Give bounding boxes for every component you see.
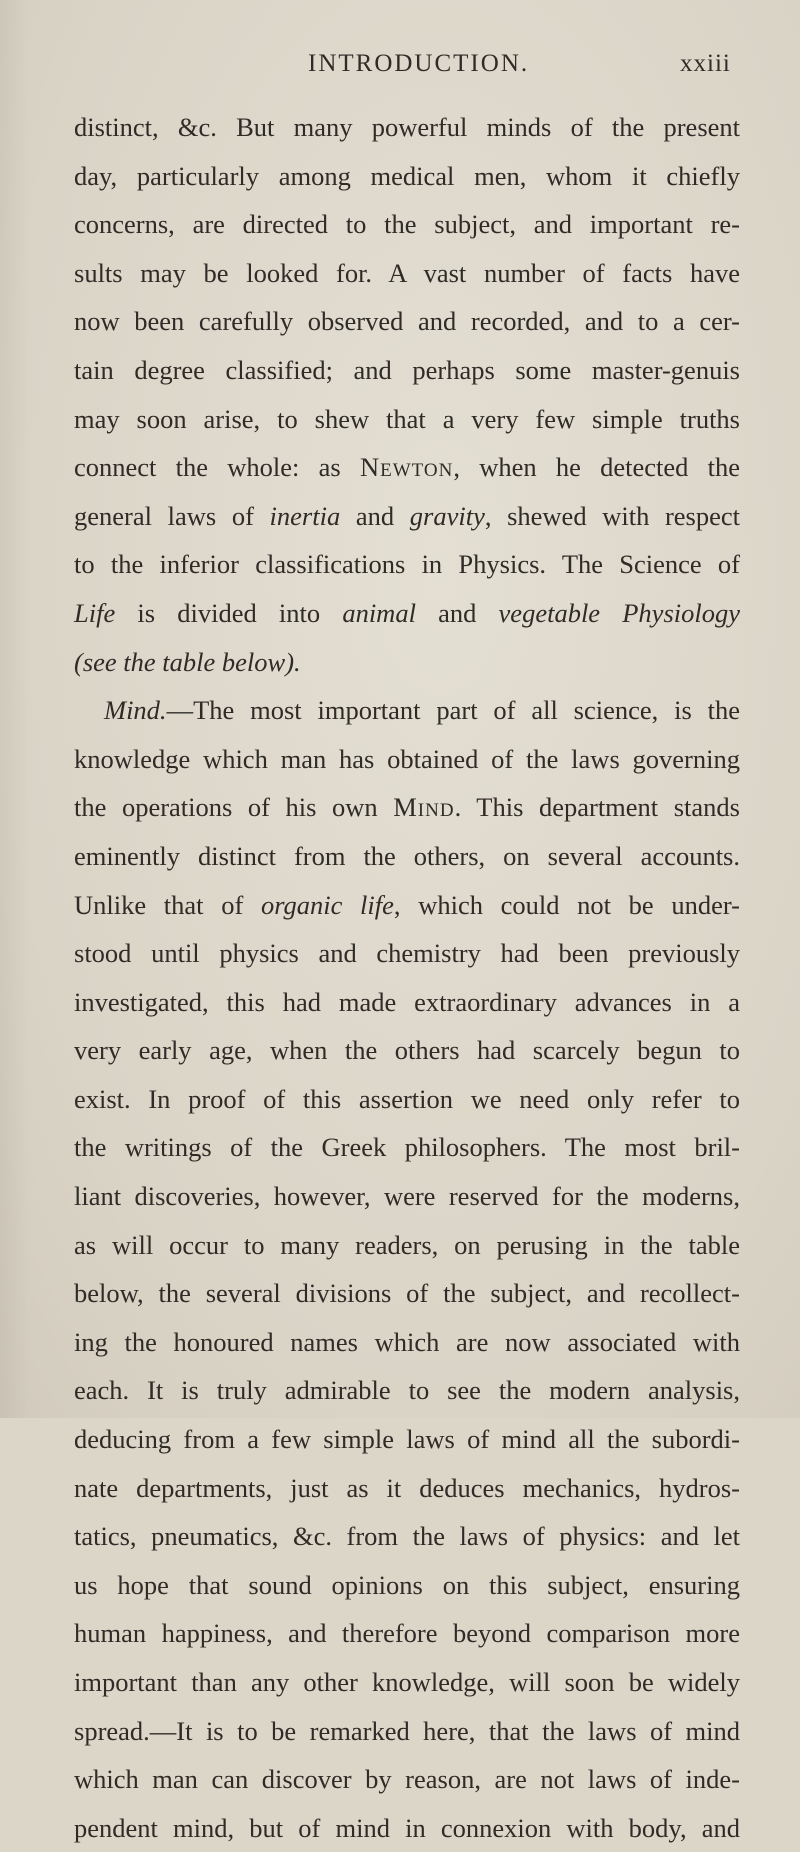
text-line: liant discoveries, however, were reserved for the moderns,	[74, 1181, 740, 1212]
running-head	[0, 47, 800, 81]
text-line: tatics, pneumatics, &c. from the laws of physics: and let	[74, 1521, 740, 1552]
text-line: sults may be looked for. A vast number of facts have	[74, 257, 740, 288]
text-line: below, the several divisions of the subject, and recollect-	[74, 1278, 740, 1309]
body-text	[74, 103, 740, 1852]
page-number: xxiii	[680, 50, 731, 77]
text-line: may soon arise, to shew that a very few simple truths	[74, 403, 740, 434]
text-line: to the inferior classifications in Physics. The Science of	[74, 549, 740, 580]
name-newton: Newton	[359, 452, 454, 483]
text-line: connect the whole: as Newton, when he detected the	[74, 452, 740, 483]
text-line: us hope that sound opinions on this subject, ensuring	[74, 1569, 740, 1600]
text-line: pendent mind, but of mind in connexion with body, and	[74, 1812, 740, 1843]
text-line: very early age, when the others had scarcely begun to	[74, 1035, 740, 1066]
section-heading-line: Mind.—The most important part of all science, is the	[104, 695, 740, 726]
text-line: the writings of the Greek philosophers. The most bril-	[74, 1132, 740, 1163]
text-line: now been carefully observed and recorded, and to a cer-	[74, 306, 740, 337]
text-line: deducing from a few simple laws of mind all the subordi-	[74, 1424, 740, 1455]
text-line: the operations of his own Mind. This department stands	[74, 792, 740, 823]
text-line: day, particularly among medical men, whom it chiefly	[74, 160, 740, 191]
text-line: Unlike that of organic life, which could not be under-	[74, 889, 740, 920]
text-line: concerns, are directed to the subject, and important re-	[74, 209, 740, 240]
text-line: exist. In proof of this assertion we need only refer to	[74, 1083, 740, 1114]
text-line: important than any other knowledge, will soon be widely	[74, 1667, 740, 1697]
text-line: ing the honoured names which are now associated with	[74, 1326, 740, 1357]
text-line: as will occur to many readers, on perusing in the table	[74, 1229, 740, 1260]
text-line: general laws of inertia and gravity, shewed with respect	[74, 500, 740, 531]
text-line: each. It is truly admirable to see the modern analysis,	[74, 1375, 740, 1406]
text-line: spread.—It is to be remarked here, that the laws of mind	[74, 1715, 740, 1746]
text-line: human happiness, and therefore beyond comparison more	[74, 1618, 740, 1649]
text-line: which man can discover by reason, are not laws of inde-	[74, 1764, 740, 1795]
text-line: nate departments, just as it deduces mechanics, hydros-	[74, 1472, 740, 1503]
text-line: distinct, &c. But many powerful minds of the present	[74, 112, 740, 142]
text-line: knowledge which man has obtained of the laws governing	[74, 743, 740, 774]
text-line: investigated, this had made extraordinary advances in a	[74, 986, 740, 1017]
text-line: (see the table below).	[74, 646, 301, 677]
text-line: tain degree classified; and perhaps some master-genuis	[74, 354, 740, 385]
section-heading-mind: Mind.	[104, 695, 167, 726]
running-title: INTRODUCTION.	[308, 50, 530, 77]
text-line: Life is divided into animal and vegetable Physiology	[74, 597, 740, 628]
text-line: eminently distinct from the others, on several accounts.	[74, 840, 740, 871]
text-line: stood until physics and chemistry had been previously	[74, 938, 740, 969]
